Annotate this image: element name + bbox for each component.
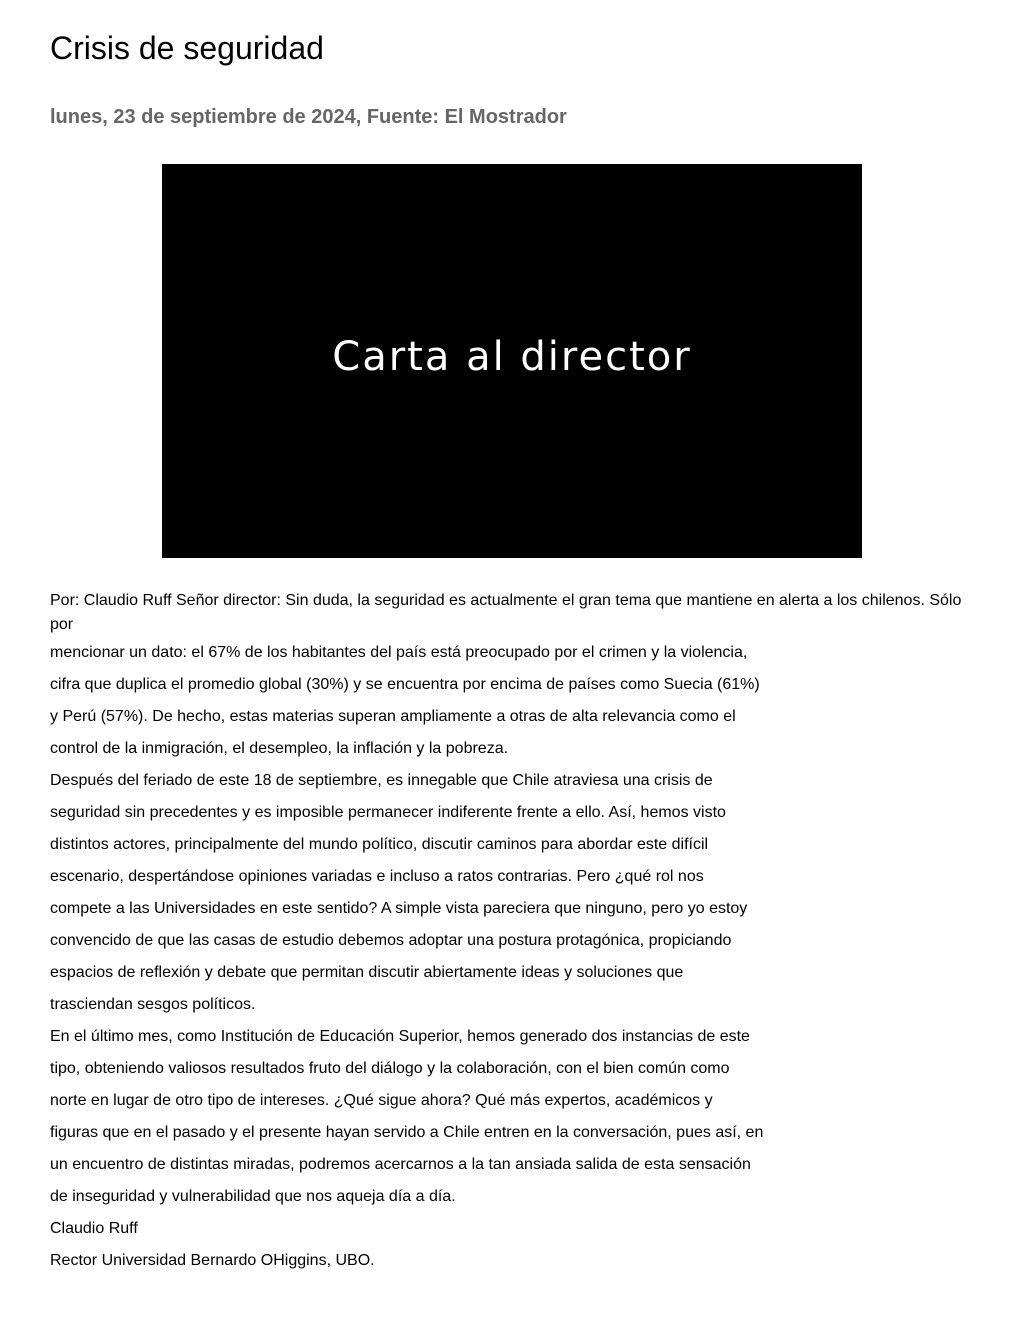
article-line: En el último mes, como Institución de Educación Superior, hemos generado dos instancias de este — [50, 1028, 750, 1045]
article-line: un encuentro de distintas miradas, podremos acercarnos a la tan ansiada salida de esta sensación — [50, 1156, 751, 1173]
article-line: escenario, despertándose opiniones variadas e incluso a ratos contrarias. Pero ¿qué rol nos — [50, 868, 704, 885]
article-line: cifra que duplica el promedio global (30%) y se encuentra por encima de países como Suecia (61%) — [50, 676, 760, 693]
article-line: espacios de reflexión y debate que permitan discutir abiertamente ideas y soluciones que — [50, 964, 684, 981]
page-title: Crisis de seguridad — [50, 30, 324, 66]
article-date-source: lunes, 23 de septiembre de 2024, Fuente: El Mostrador — [50, 106, 567, 128]
article-line: Después del feriado de este 18 de septiembre, es innegable que Chile atraviesa una crisis de — [50, 772, 713, 789]
article-line: compete a las Universidades en este sentido? A simple vista pareciera que ninguno, pero yo estoy — [50, 900, 748, 917]
article-line: control de la inmigración, el desempleo, la inflación y la pobreza. — [50, 740, 509, 757]
author-name: Claudio Ruff — [50, 1220, 138, 1237]
article-line: seguridad sin precedentes y es imposible permanecer indiferente frente a ello. Así, hemos visto — [50, 804, 726, 821]
article-line: de inseguridad y vulnerabilidad que nos aqueja día a día. — [50, 1188, 456, 1205]
article-line: trasciendan sesgos políticos. — [50, 996, 256, 1013]
article-body — [50, 589, 980, 1277]
article-line: norte en lugar de otro tipo de intereses. ¿Qué sigue ahora? Qué más expertos, académicos y — [50, 1092, 713, 1109]
author-title: Rector Universidad Bernardo OHiggins, UBO. — [50, 1252, 375, 1269]
article-line: mencionar un dato: el 67% de los habitantes del país está preocupado por el crimen y la violencia, — [50, 644, 748, 661]
article-line: distintos actores, principalmente del mundo político, discutir caminos para abordar este difícil — [50, 836, 709, 853]
article-line: y Perú (57%). De hecho, estas materias superan ampliamente a otras de alta relevancia como el — [50, 708, 736, 725]
article-line: tipo, obteniendo valiosos resultados fruto del diálogo y la colaboración, con el bien común como — [50, 1060, 730, 1077]
article-line: figuras que en el pasado y el presente hayan servido a Chile entren en la conversación, pues así, en — [50, 1124, 764, 1141]
article-line: convencido de que las casas de estudio debemos adoptar una postura protagónica, propiciando — [50, 932, 732, 949]
hero-image-caption: Carta al director — [332, 334, 692, 380]
article-lead: Por: Claudio Ruff Señor director: Sin duda, la seguridad es actualmente el gran tema que mantiene en alerta a los chilenos. Sólo por — [50, 592, 962, 633]
hero-image — [162, 164, 862, 558]
